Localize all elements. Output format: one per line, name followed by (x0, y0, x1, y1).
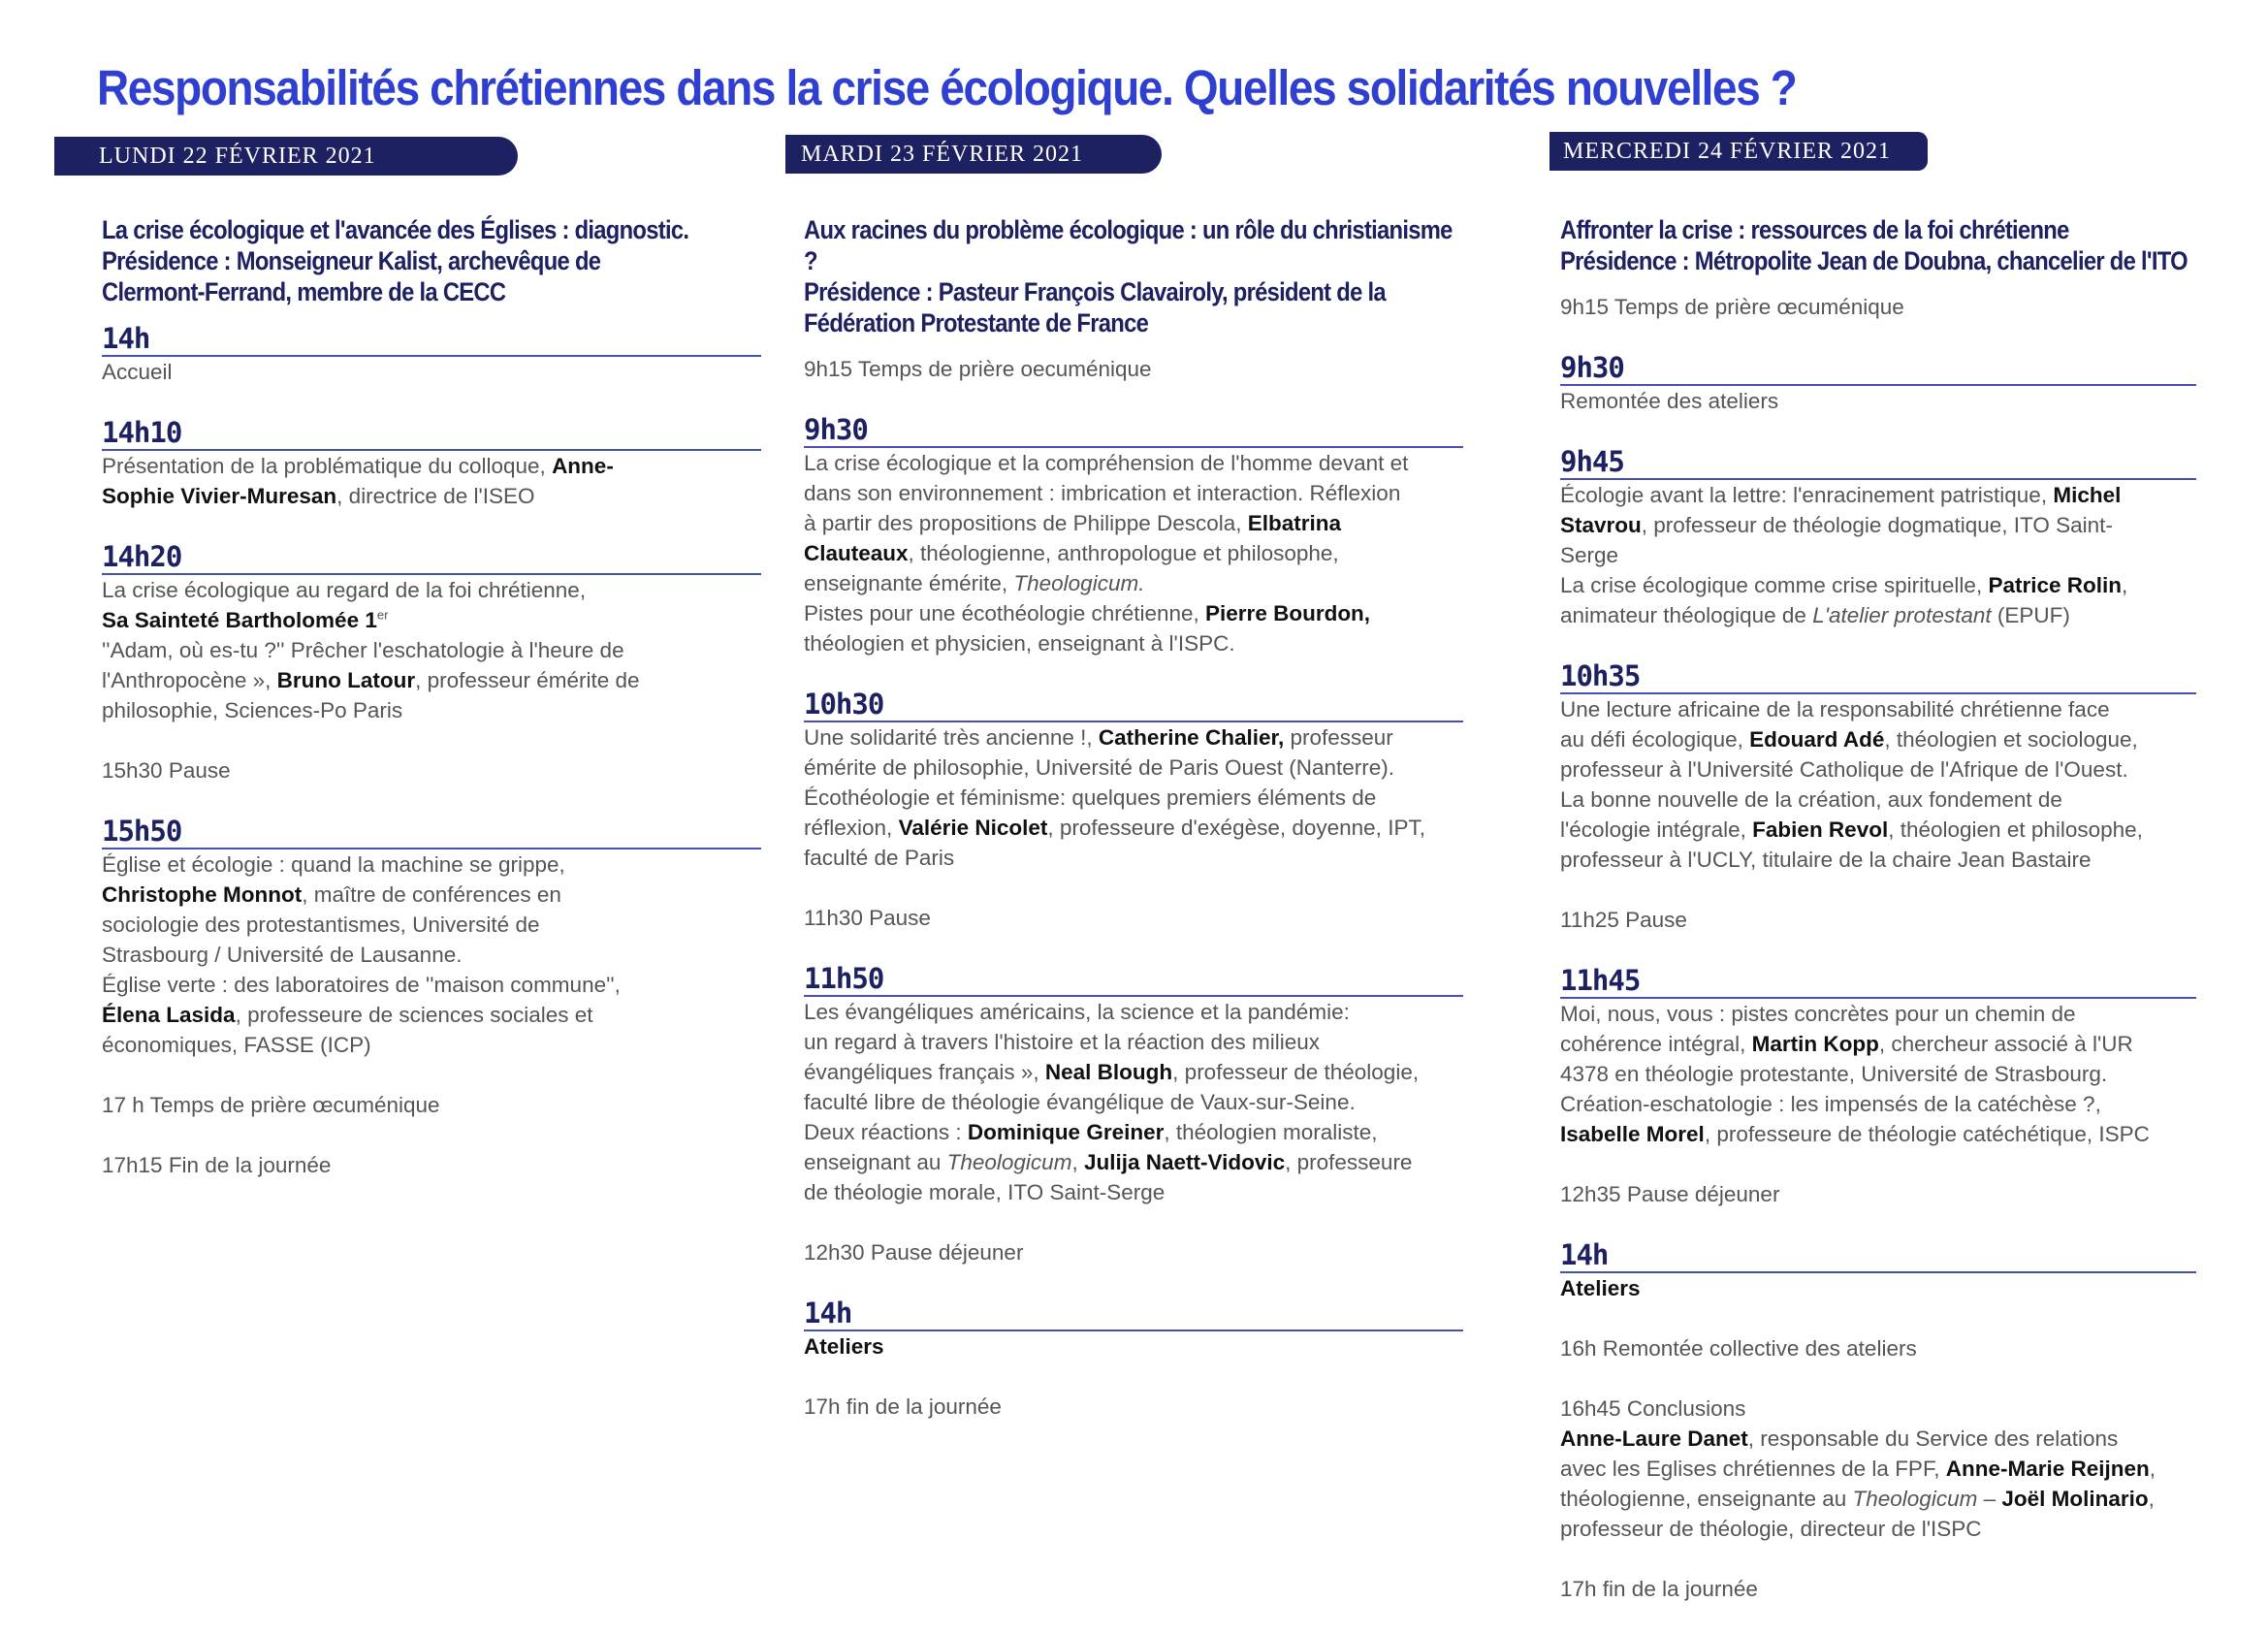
speaker-name: Élena Lasida (102, 1003, 236, 1027)
speaker-name: Christophe Monnot (102, 882, 303, 907)
schedule-line: Isabelle Morel, professeure de théologie catéchétique, ISPC (1560, 1122, 2150, 1146)
schedule-line: Deux réactions : Dominique Greiner, théologien moraliste, (804, 1120, 1378, 1144)
schedule-line: Strasbourg / Université de Lausanne. (102, 943, 463, 967)
speaker-name: Joël Molinario (2001, 1487, 2149, 1511)
speaker-name: Ateliers (1560, 1276, 1641, 1300)
schedule-line: cohérence intégral, Martin Kopp, chercheur associé à l'UR (1560, 1032, 2133, 1056)
schedule-item (1560, 292, 2196, 322)
speaker-name: Sophie Vivier-Muresan (102, 484, 337, 508)
time-heading: 9h45 (1560, 446, 2196, 480)
schedule-note: 12h30 Pause déjeuner (804, 1240, 1024, 1265)
schedule-line (102, 605, 761, 635)
schedule-item (102, 1090, 761, 1120)
schedule-line: Clauteaux, théologienne, anthropologue et philosophe, (804, 541, 1339, 565)
speaker-name: Anne- (552, 454, 614, 478)
session-title (1560, 214, 2200, 276)
schedule-note: 17h fin de la journée (804, 1394, 1002, 1419)
italic-text: Theologicum. (1013, 571, 1145, 595)
schedule-item (804, 689, 1463, 873)
schedule-note: 17 h Temps de prière œcuménique (102, 1093, 440, 1117)
speaker-name: Fabien Revol (1752, 817, 1889, 842)
schedule-item (1560, 1179, 2196, 1209)
schedule-line: animateur théologique de L'atelier protestant (EPUF) (1560, 603, 2070, 627)
schedule-item (1560, 1239, 2196, 1303)
schedule-line: réflexion, Valérie Nicolet, professeure d'exégèse, doyenne, IPT, (804, 816, 1425, 840)
schedule-item (804, 354, 1463, 384)
speaker-name: Ateliers (804, 1334, 884, 1359)
schedule-line: avec les Eglises chrétiennes de la FPF, Anne-Marie Reijnen, (1560, 1457, 2156, 1481)
schedule-line: philosophie, Sciences-Po Paris (102, 698, 403, 722)
schedule-line: Stavrou, professeur de théologie dogmatique, ITO Saint- (1560, 513, 2113, 537)
schedule-item (804, 414, 1463, 658)
schedule-item (1560, 965, 2196, 1149)
schedule-line: Les évangéliques américains, la science et la pandémie: (804, 1000, 1350, 1024)
schedule-line: La crise écologique au regard de la foi chrétienne, (102, 578, 587, 602)
speaker-name: Stavrou (1560, 513, 1642, 537)
speaker-name: Bruno Latour (276, 668, 416, 692)
schedule-item (102, 323, 761, 387)
day-banner-tuesday: MARDI 23 FÉVRIER 2021 (785, 135, 1162, 174)
speaker-name: Patrice Rolin (1988, 573, 2122, 597)
schedule-line (804, 1331, 1463, 1362)
schedule-line: Serge (1560, 543, 1619, 567)
day-column-monday (102, 214, 761, 1210)
schedule-item (102, 541, 761, 725)
schedule-line: Présentation de la problématique du colloque, Anne- (102, 454, 614, 478)
schedule-line: de théologie morale, ITO Saint-Serge (804, 1180, 1166, 1204)
schedule-note: 15h30 Pause (102, 758, 231, 783)
time-heading: 14h10 (102, 417, 761, 451)
time-heading: 15h50 (102, 816, 761, 849)
schedule-line: La bonne nouvelle de la création, aux fondement de (1560, 787, 2062, 812)
session-presidence: Présidence : Monseigneur Kalist, archevêque de Clermont-Ferrand, membre de la CECC (102, 246, 601, 306)
session-presidence: Présidence : Métropolite Jean de Doubna, chancelier de l'ITO (1560, 246, 2188, 275)
day-banner-monday: LUNDI 22 FÉVRIER 2021 (54, 137, 518, 176)
time-heading: 14h (804, 1298, 1463, 1331)
schedule-note: 16h Remontée collective des ateliers (1560, 1336, 1917, 1361)
session-presidence: Présidence : Pasteur François Clavairoly, président de la Fédération Protestante de France (804, 277, 1386, 337)
speaker-name: Edouard Adé (1749, 727, 1885, 752)
schedule-line: professeur de théologie, directeur de l'ISPC (1560, 1517, 1982, 1541)
schedule-item (102, 755, 761, 785)
speaker-name: Anne-Marie Reijnen (1945, 1457, 2150, 1481)
schedule-line: sociologie des protestantismes, Université de (102, 913, 540, 937)
schedule-line: enseignante émérite, Theologicum. (804, 571, 1145, 595)
schedule-item (804, 963, 1463, 1207)
speaker-name: Anne-Laure Danet (1560, 1426, 1748, 1451)
schedule-line: Une lecture africaine de la responsabilité chrétienne face (1560, 697, 2110, 721)
schedule-item (804, 1392, 1463, 1422)
session-title (102, 214, 699, 307)
schedule-line: Sophie Vivier-Muresan, directrice de l'ISEO (102, 484, 535, 508)
schedule-note: 12h35 Pause déjeuner (1560, 1182, 1780, 1206)
schedule-line: Église et écologie : quand la machine se grippe, (102, 852, 565, 877)
schedule-note: 9h15 Temps de prière oecuménique (804, 357, 1152, 381)
schedule-line (1560, 1273, 2196, 1303)
schedule-line: théologienne, enseignante au Theologicum – Joël Molinario, (1560, 1487, 2155, 1511)
speaker-name: Catherine Chalier, (1098, 725, 1285, 750)
time-heading: 9h30 (804, 414, 1463, 448)
schedule-line: Écothéologie et féminisme: quelques premiers éléments de (804, 785, 1377, 810)
schedule-item (102, 417, 761, 511)
speaker-name: Neal Blough (1044, 1060, 1173, 1084)
schedule-line: La crise écologique comme crise spirituelle, Patrice Rolin, (1560, 573, 2128, 597)
schedule-line: Écologie avant la lettre: l'enracinement patristique, Michel (1560, 483, 2122, 507)
schedule-line: Création-eschatologie : les impensés de la catéchèse ?, (1560, 1092, 2101, 1116)
schedule-line: Christophe Monnot, maître de conférences en (102, 882, 561, 907)
time-heading: 14h (1560, 1239, 2196, 1273)
italic-text: Theologicum (946, 1150, 1072, 1174)
day-column-tuesday (804, 214, 1463, 1452)
superscript: er (376, 607, 389, 623)
time-heading: 11h45 (1560, 965, 2196, 999)
schedule-line: Anne-Laure Danet, responsable du Service des relations (1560, 1426, 2119, 1451)
schedule-line: un regard à travers l'histoire et la réaction des milieux (804, 1030, 1321, 1054)
schedule-item (102, 816, 761, 1060)
schedule-item (1560, 660, 2196, 875)
schedule-line: 16h45 Conclusions (1560, 1396, 1746, 1421)
session-title-text: Affronter la crise : ressources de la foi chrétienne (1560, 215, 2069, 244)
schedule-line: faculté libre de théologie évangélique de Vaux-sur-Seine. (804, 1090, 1356, 1114)
session-title (804, 214, 1461, 338)
schedule-line: faculté de Paris (804, 846, 955, 870)
schedule-item (1560, 1574, 2196, 1604)
schedule-item (1560, 1333, 2196, 1363)
schedule-line: Pistes pour une écothéologie chrétienne, Pierre Bourdon, (804, 601, 1371, 625)
schedule-line: l'Anthropocène », Bruno Latour, professeur émérite de (102, 668, 640, 692)
schedule-item (1560, 352, 2196, 416)
speaker-name: Pierre Bourdon, (1205, 601, 1371, 625)
schedule-line: Accueil (102, 360, 173, 384)
speaker-name: Clauteaux (804, 541, 909, 565)
schedule-line: Remontée des ateliers (1560, 389, 1779, 413)
session-title-text: Aux racines du problème écologique : un rôle du christianisme ? (804, 215, 1453, 275)
schedule-line: au défi écologique, Edouard Adé, théologien et sociologue, (1560, 727, 2138, 752)
speaker-name: Martin Kopp (1751, 1032, 1879, 1056)
schedule-item (1560, 1394, 2196, 1544)
schedule-line: Moi, nous, vous : pistes concrètes pour un chemin de (1560, 1002, 2076, 1026)
page-title: Responsabilités chrétiennes dans la crise écologique. Quelles solidarités nouvelles ? (97, 60, 1797, 115)
time-heading: 10h35 (1560, 660, 2196, 694)
schedule-line: 4378 en théologie protestante, Université de Strasbourg. (1560, 1062, 2108, 1086)
schedule-item (804, 903, 1463, 933)
time-heading: 14h (102, 323, 761, 357)
schedule-line: enseignant au Theologicum, Julija Naett-Vidovic, professeure (804, 1150, 1413, 1174)
schedule-line: Une solidarité très ancienne !, Catherine Chalier, professeur (804, 725, 1393, 750)
schedule-line: évangéliques français », Neal Blough, professeur de théologie, (804, 1060, 1420, 1084)
schedule-item (804, 1237, 1463, 1267)
speaker-name: Dominique Greiner (967, 1120, 1165, 1144)
schedule-line: l'écologie intégrale, Fabien Revol, théologien et philosophe, (1560, 817, 2143, 842)
day-column-wednesday (1560, 214, 2196, 1634)
speaker-name: Valérie Nicolet (898, 816, 1048, 840)
time-heading: 9h30 (1560, 352, 2196, 386)
schedule-line: Élena Lasida, professeure de sciences sociales et (102, 1003, 593, 1027)
speaker-name: Elbatrina (1247, 511, 1342, 535)
time-heading: 14h20 (102, 541, 761, 575)
schedule-line: professeur à l'Université Catholique de l'Afrique de l'Ouest. (1560, 757, 2128, 782)
speaker-name: Isabelle Morel (1560, 1122, 1705, 1146)
schedule-line: à partir des propositions de Philippe Descola, Elbatrina (804, 511, 1342, 535)
schedule-line: théologien et physicien, enseignant à l'ISPC. (804, 631, 1235, 656)
time-heading: 10h30 (804, 689, 1463, 722)
schedule-note: 17h fin de la journée (1560, 1577, 1758, 1601)
schedule-line: Église verte : des laboratoires de ''maison commune'', (102, 973, 621, 997)
schedule-line: économiques, FASSE (ICP) (102, 1033, 371, 1057)
schedule-line: émérite de philosophie, Université de Paris Ouest (Nanterre). (804, 755, 1395, 780)
schedule-note: 11h30 Pause (804, 906, 931, 930)
speaker-name: Michel (2053, 483, 2122, 507)
italic-text: Theologicum (1852, 1487, 1978, 1511)
schedule-item (1560, 905, 2196, 935)
speaker-name: Julija Naett-Vidovic (1083, 1150, 1286, 1174)
schedule-line: ''Adam, où es-tu ?'' Prêcher l'eschatologie à l'heure de (102, 638, 624, 662)
day-banner-wednesday: MERCREDI 24 FÉVRIER 2021 (1549, 132, 1928, 171)
schedule-line: La crise écologique et la compréhension de l'homme devant et (804, 451, 1409, 475)
schedule-note: 11h25 Pause (1560, 908, 1687, 932)
schedule-line: professeur à l'UCLY, titulaire de la chaire Jean Bastaire (1560, 848, 2092, 872)
schedule-item (1560, 446, 2196, 630)
schedule-note: 9h15 Temps de prière œcuménique (1560, 295, 1904, 319)
schedule-item (102, 1150, 761, 1180)
schedule-line: dans son environnement : imbrication et interaction. Réflexion (804, 481, 1401, 505)
schedule-item (804, 1298, 1463, 1362)
schedule-note: 17h15 Fin de la journée (102, 1153, 332, 1177)
italic-text: L'atelier protestant (1812, 603, 1992, 627)
session-title-text: La crise écologique et l'avancée des Églises : diagnostic. (102, 215, 689, 244)
speaker-name: Sa Sainteté Bartholomée 1 (102, 608, 377, 632)
time-heading: 11h50 (804, 963, 1463, 997)
